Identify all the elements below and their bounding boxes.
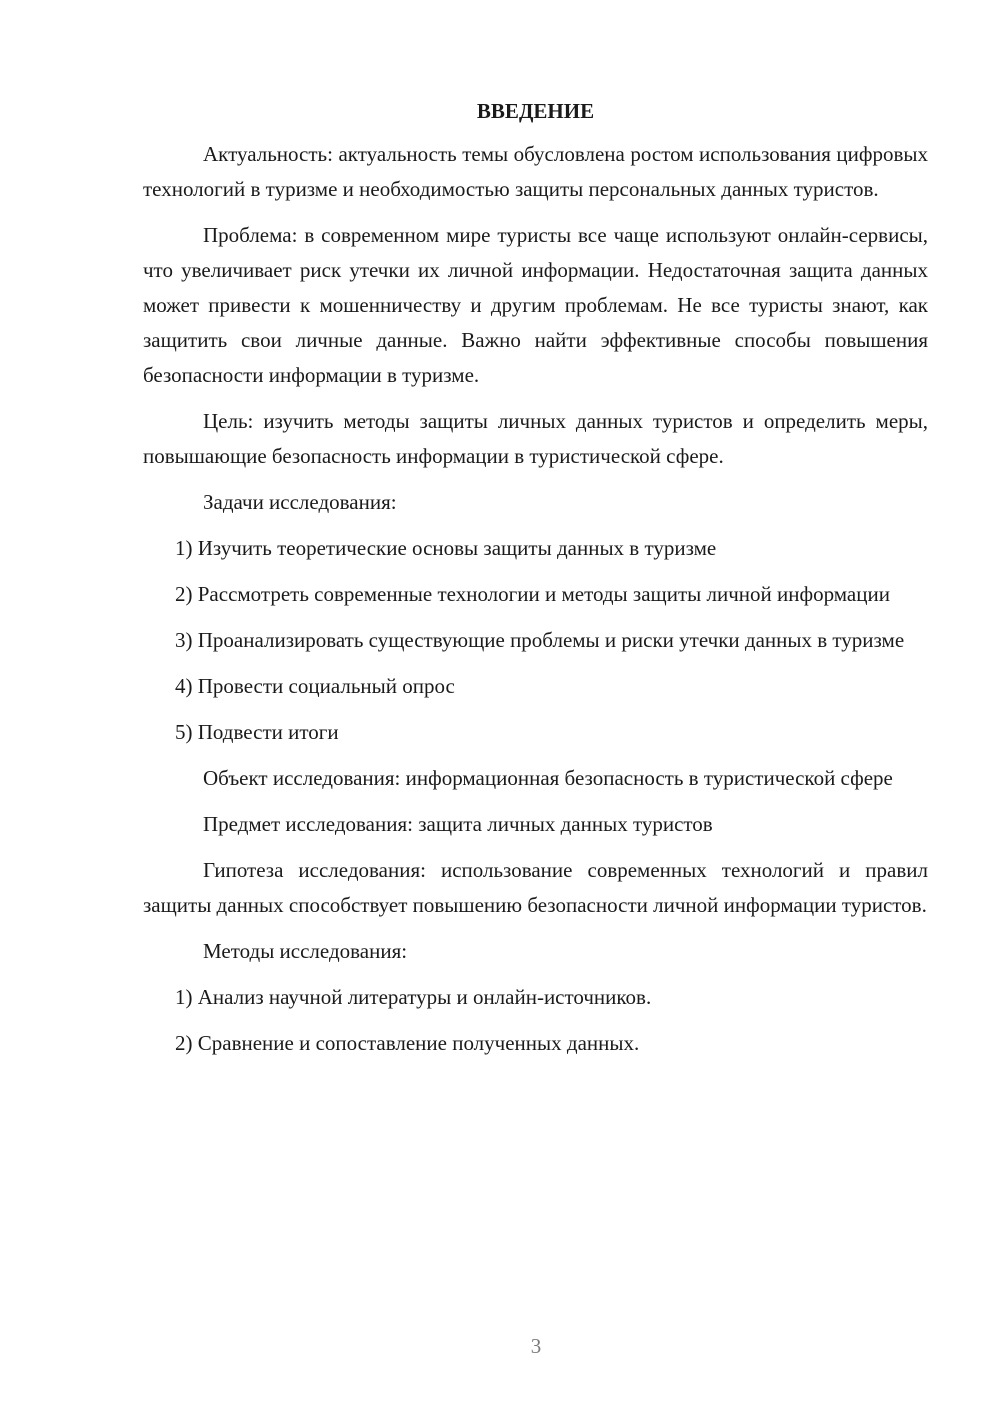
paragraph: Объект исследования: информационная безопасность в туристической сфере — [203, 766, 893, 790]
list-item: 1) Изучить теоретические основы защиты данных в туризме — [175, 536, 717, 560]
body-text — [143, 137, 928, 1061]
paragraph: Цель: изучить методы защиты личных данных туристов и определить меры, повышающие безопасность информации в туристической сфере. — [143, 409, 928, 468]
paragraph: Актуальность: актуальность темы обусловлена ростом использования цифровых технологий в туризме и необходимостью защиты персональных данных туристов. — [143, 142, 928, 201]
paragraph: Задачи исследования: — [203, 490, 397, 514]
paragraph: Гипотеза исследования: использование современных технологий и правил защиты данных способствует повышению безопасности личной информации туристов. — [143, 858, 928, 917]
paragraph: Проблема: в современном мире туристы все чаще используют онлайн-сервисы, что увеличивает риск утечки их личной информации. Недостаточная защита данных может привести к мошенничеству и другим проблемам. Не все туристы знают, как защитить свои личные данные. Важно найти эффективные способы повышения безопасности информации в туризме. — [143, 223, 928, 387]
list-item: 5) Подвести итоги — [175, 720, 339, 744]
document-page — [143, 96, 928, 1072]
list-item: 4) Провести социальный опрос — [175, 674, 455, 698]
list-item: 2) Сравнение и сопоставление полученных данных. — [175, 1031, 640, 1055]
section-title: ВВЕДЕНИЕ — [476, 99, 595, 123]
paragraph: Предмет исследования: защита личных данных туристов — [203, 812, 713, 836]
paragraph: Методы исследования: — [203, 939, 408, 963]
page-number: 3 — [530, 1334, 542, 1358]
list-item: 2) Рассмотреть современные технологии и методы защиты личной информации — [175, 582, 890, 606]
list-item: 3) Проанализировать существующие проблемы и риски утечки данных в туризме — [175, 628, 905, 652]
list-item: 1) Анализ научной литературы и онлайн-источников. — [175, 985, 652, 1009]
